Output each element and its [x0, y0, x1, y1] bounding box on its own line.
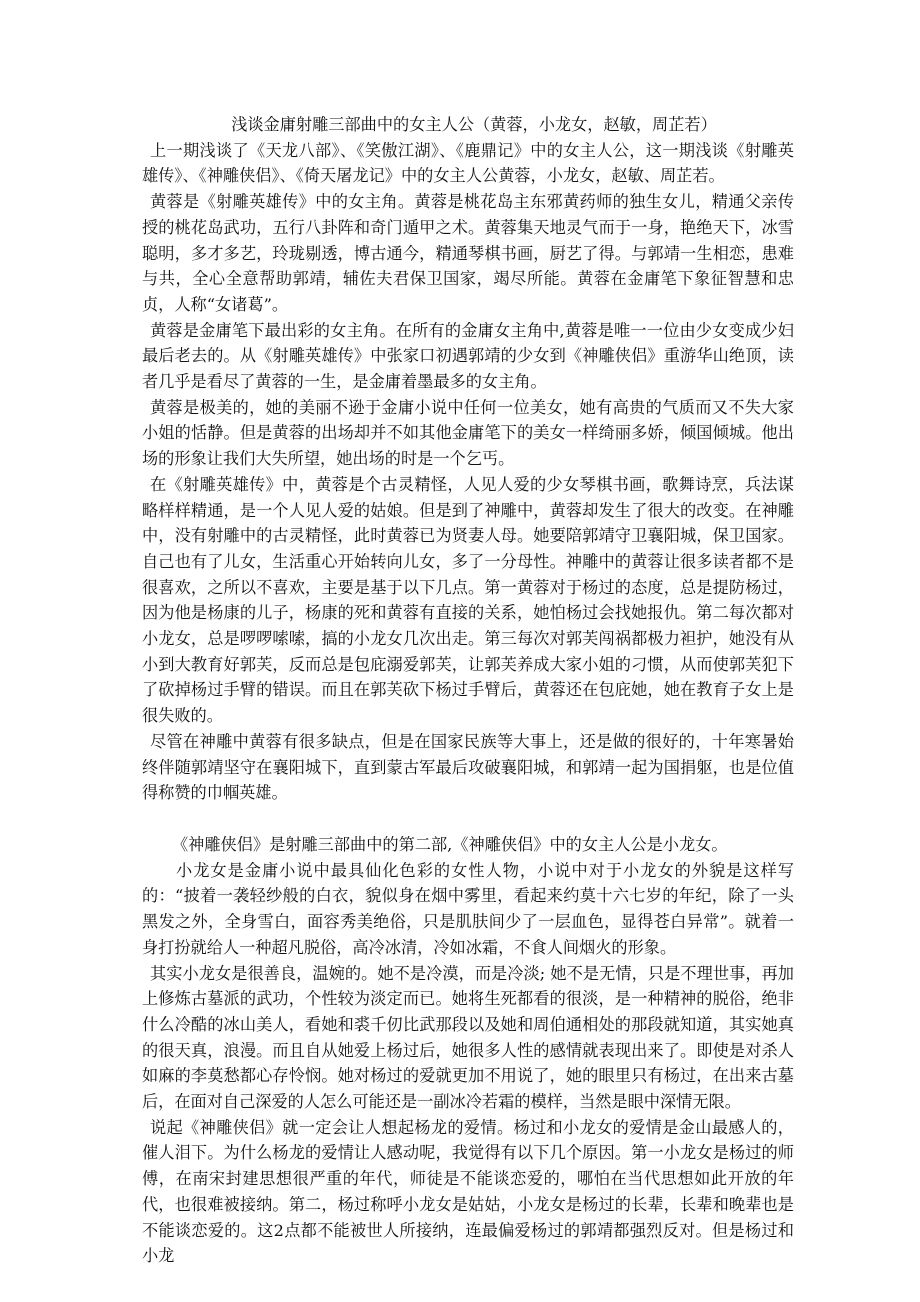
- paragraph-xiaolongnv-personality: 其实小龙女是很善良，温婉的。她不是冷漠，而是冷淡; 她不是无情，只是不理世事，再加上修炼古墓派的武功，个性较为淡定而已。她将生死都看的很淡，是一种精神的脱俗，绝非什么冷酷的冰山美人，看她和裘千仞比武那段以及她和周伯通相处的那段就知道，其实她真的很天真，浪漫。而且自从她爱上杨过后，她很多人性的感情就表现出来了。即使是对杀人如麻的李莫愁都心存怜悯。她对杨过的爱就更加不用说了，她的眼里只有杨过，在出来古墓后，在面对自己深爱的人怎么可能还是一副冰冷若霜的模样，当然是眼中深情无限。: [142, 963, 794, 1112]
- paragraph-huangrong-hero: 尽管在神雕中黄蓉有很多缺点，但是在国家民族等大事上，还是做的很好的，十年寒暑始终伴随郭靖坚守在襄阳城下，直到蒙古军最后攻破襄阳城，和郭靖一起为国捐躯，也是位值得称赞的巾帼英雄。: [142, 731, 794, 803]
- paragraph-huangrong-change: 在《射雕英雄传》中，黄蓉是个古灵精怪，人见人爱的少女琴棋书画，歌舞诗烹，兵法谋略样样精通，是一个人见人爱的姑娘。但是到了神雕中，黄蓉却发生了很大的改变。在神雕中，没有射雕中的古灵精怪，此时黄蓉已为贤妻人母。她要陪郭靖守卫襄阳城，保卫国家。自己也有了儿女，生活重心开始转向儿女，多了一分母性。神雕中的黄蓉让很多读者都不是很喜欢，之所以不喜欢，主要是基于以下几点。第一黄蓉对于杨过的态度，总是提防杨过，因为他是杨康的儿子，杨康的死和黄蓉有直接的关系，她怕杨过会找她报仇。第二每次都对小龙女，总是啰啰嗦嗦，搞的小龙女几次出走。第三每次对郭芙闯祸都极力袒护，她没有从小到大教育好郭芙，反而总是包庇溺爱郭芙，让郭芙养成大家小姐的刁惯，从而使郭芙犯下了砍掉杨过手臂的错误。而且在郭芙砍下杨过手臂后，黄蓉还在包庇她，她在教育子女上是很失败的。: [142, 474, 794, 726]
- paragraph-xiaolongnv-appearance: 小龙女是金庸小说中最具仙化色彩的女性人物，小说中对于小龙女的外貌是这样写的：“披着一袭轻纱般的白衣，貌似身在烟中雾里，看起来约莫十六七岁的年纪，除了一头黑发之外，全身雪白，面容秀美绝俗，只是肌肤间少了一层血色，显得苍白异常”。就着一身打扮就给人一种超凡脱俗，高冷冰清，冷如冰霜，不食人间烟火的形象。: [142, 860, 794, 957]
- document-page: [142, 112, 794, 1269]
- paragraph-shendiao-intro: 《神雕侠侣》是射雕三部曲中的第二部,《神雕侠侣》中的女主人公是小龙女。: [172, 834, 728, 854]
- paragraph-huangrong-intro: 黄蓉是《射雕英雄传》中的女主角。黄蓉是桃花岛主东邪黄药师的独生女儿，精通父亲传授的桃花岛武功，五行八卦阵和奇门遁甲之术。黄蓉集天地灵气而于一身，艳绝天下，冰雪聪明，多才多艺，玲珑剔透，博古通今，精通琴棋书画，厨艺了得。与郭靖一生相恋，患难与共，全心全意帮助郭靖，辅佐夫君保卫国家，竭尽所能。黄蓉在金庸笔下象征智慧和忠贞，人称“女诸葛”。: [142, 192, 794, 314]
- paragraph-yanglong-love: 说起《神雕侠侣》就一定会让人想起杨龙的爱情。杨过和小龙女的爱情是金山最感人的，催人泪下。为什么杨龙的爱情让人感动呢，我觉得有以下几个原因。第一小龙女是杨过的师傅，在南宋封建思想很严重的年代，师徒是不能谈恋爱的，哪怕在当代思想如此开放的年代，也很难被接纳。第二，杨过称呼小龙女是姑姑，小龙女是杨过的长辈，长辈和晚辈也是不能谈恋爱的。这2点都不能被世人所接纳，连最偏爱杨过的郭靖都强烈反对。但是杨过和小龙: [142, 1117, 794, 1266]
- paragraph-huangrong-beauty: 黄蓉是极美的，她的美丽不逊于金庸小说中任何一位美女，她有高贵的气质而又不失大家小姐的恬静。但是黄蓉的出场却并不如其他金庸笔下的美女一样绮丽多娇，倾国倾城。他出场的形象让我们大失所望，她出场的时是一个乞丐。: [142, 397, 794, 469]
- document-title: 浅谈金庸射雕三部曲中的女主人公（黄蓉，小龙女，赵敏，周芷若）: [231, 115, 717, 134]
- paragraph-gap: [142, 806, 794, 832]
- paragraph-intro: 上一期浅谈了《天龙八部》、《笑傲江湖》、《鹿鼎记》中的女主人公，这一期浅谈《射雕英雄传》、《神雕侠侣》、《倚天屠龙记》中的女主人公黄蓉，小龙女，赵敏、周芷若。: [142, 140, 794, 186]
- paragraph-huangrong-best: 黄蓉是金庸笔下最出彩的女主角。在所有的金庸女主角中,黄蓉是唯一一位由少女变成少妇最后老去的。从《射雕英雄传》中张家口初遇郭靖的少女到《神雕侠侣》重游华山绝顶，读者几乎是看尽了黄蓉的一生，是金庸着墨最多的女主角。: [142, 320, 794, 392]
